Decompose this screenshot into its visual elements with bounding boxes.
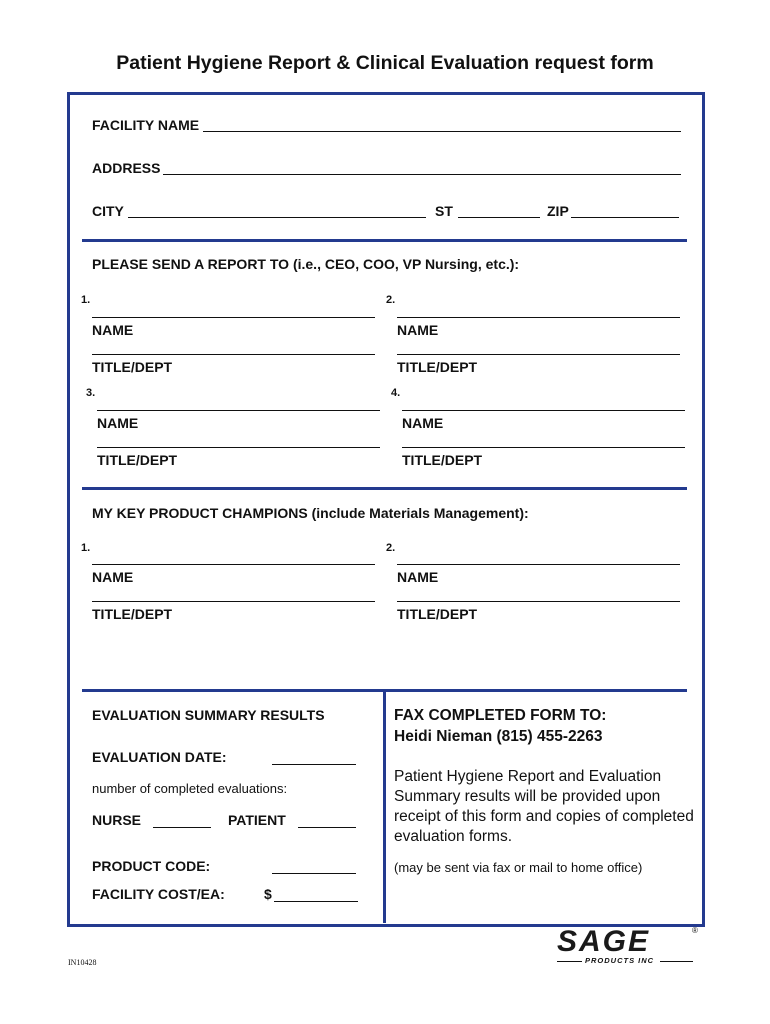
report-title-field[interactable]	[92, 354, 375, 355]
fax-heading: FAX COMPLETED FORM TO:	[394, 707, 607, 724]
facility-cost-field[interactable]	[274, 901, 358, 902]
report-title-field[interactable]	[97, 447, 380, 448]
report-name-label: NAME	[397, 322, 439, 338]
report-name-label: NAME	[92, 322, 134, 338]
champion-title-field[interactable]	[397, 601, 680, 602]
report-title-label: TITLE/DEPT	[92, 359, 173, 375]
champion-entry-number: 2.	[386, 542, 396, 554]
facility-name-field[interactable]	[203, 131, 681, 132]
logo-rule-right	[660, 961, 693, 962]
report-name-field[interactable]	[97, 410, 380, 411]
address-field[interactable]	[163, 174, 681, 175]
report-title-field[interactable]	[402, 447, 685, 448]
report-name-field[interactable]	[92, 317, 375, 318]
champion-name-field[interactable]	[92, 564, 375, 565]
zip-label: ZIP	[547, 203, 569, 219]
address-label: ADDRESS	[92, 160, 161, 176]
report-name-field[interactable]	[402, 410, 685, 411]
report-name-label: NAME	[97, 415, 139, 431]
registered-mark: ®	[692, 926, 698, 935]
champion-name-field[interactable]	[397, 564, 680, 565]
evaluation-date-field[interactable]	[272, 764, 356, 765]
section-divider	[82, 487, 687, 490]
evaluation-heading: EVALUATION SUMMARY RESULTS	[92, 707, 325, 723]
champion-title-label: TITLE/DEPT	[397, 606, 478, 622]
logo-text: SAGE	[557, 925, 651, 958]
evaluation-date-label: EVALUATION DATE:	[92, 749, 227, 765]
city-field[interactable]	[128, 217, 426, 218]
column-divider	[383, 689, 386, 923]
report-name-field[interactable]	[397, 317, 680, 318]
fax-description: Patient Hygiene Report and Evaluation Summary results will be provided upon receipt of this form and copies of completed evaluation forms.	[394, 768, 694, 845]
fax-contact: Heidi Nieman (815) 455-2263	[394, 728, 603, 745]
product-code-field[interactable]	[272, 873, 356, 874]
champion-name-label: NAME	[397, 569, 439, 585]
champions-section-heading: MY KEY PRODUCT CHAMPIONS (include Materials Management):	[92, 505, 529, 521]
logo-rule-left	[557, 961, 582, 962]
patient-label: PATIENT	[228, 812, 286, 828]
facility-name-label: FACILITY NAME	[92, 117, 200, 133]
nurse-label: NURSE	[92, 812, 142, 828]
report-section-heading: PLEASE SEND A REPORT TO (i.e., CEO, COO, VP Nursing, etc.):	[92, 256, 520, 272]
page-title: Patient Hygiene Report & Clinical Evaluation request form	[116, 52, 654, 74]
champion-entry-number: 1.	[81, 542, 91, 554]
city-label: CITY	[92, 203, 124, 219]
champion-title-label: TITLE/DEPT	[92, 606, 173, 622]
champion-name-label: NAME	[92, 569, 134, 585]
patient-count-field[interactable]	[298, 827, 356, 828]
zip-field[interactable]	[571, 217, 679, 218]
report-entry-number: 4.	[391, 387, 401, 399]
currency-symbol: $	[264, 886, 272, 902]
state-label: ST	[435, 203, 453, 219]
report-entry-number: 2.	[386, 294, 396, 306]
champion-title-field[interactable]	[92, 601, 375, 602]
product-code-label: PRODUCT CODE:	[92, 858, 211, 874]
completed-evaluations-label: number of completed evaluations:	[92, 781, 288, 796]
report-title-field[interactable]	[397, 354, 680, 355]
logo-subtext: PRODUCTS INC	[585, 956, 655, 965]
section-divider	[82, 239, 687, 242]
sage-logo	[555, 925, 700, 969]
report-entry-number: 3.	[86, 387, 96, 399]
state-field[interactable]	[458, 217, 540, 218]
facility-cost-label: FACILITY COST/EA:	[92, 886, 225, 902]
report-name-label: NAME	[402, 415, 444, 431]
nurse-count-field[interactable]	[153, 827, 211, 828]
report-title-label: TITLE/DEPT	[402, 452, 483, 468]
form-code: IN10428	[68, 958, 97, 967]
report-entry-number: 1.	[81, 294, 91, 306]
report-title-label: TITLE/DEPT	[97, 452, 178, 468]
report-title-label: TITLE/DEPT	[397, 359, 478, 375]
fax-note: (may be sent via fax or mail to home office)	[394, 860, 643, 875]
